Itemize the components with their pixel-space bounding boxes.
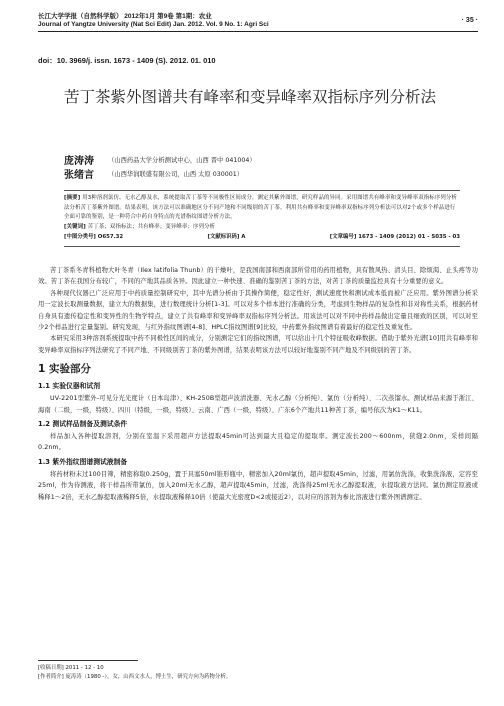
running-header bbox=[38, 13, 478, 29]
article-body bbox=[38, 265, 478, 503]
body-paragraph: 本研究采用3种溶剂系统提取中药不同极性区间的成分，分别测定它们的指纹图谱，可以给出十几个特征吸收峰数据。借助于紫外光谱[10]用共有峰率和变异峰率双指标序列法研究了不同产地、不同级别苦丁茶的紫外图谱，结果表明该方法可以较好地鉴别不同产地及不同级别的苦丁茶。 bbox=[38, 335, 478, 354]
author-info: [作者简介] 庞涛涛（1980 -），女，山西文水人，博士生，研究方向为药物分析。 bbox=[38, 674, 232, 681]
header-rule bbox=[38, 31, 478, 32]
received-date: [收稿日期] 2011 - 12 - 10 bbox=[38, 664, 104, 671]
keywords bbox=[64, 223, 460, 233]
abstract-text: 用3种溶剂氯仿、无水乙醇及水，系统提取苦丁茶等不同极性区间成分，测定其紫外图谱，研究样品的异同。采用图谱共有峰率和变异峰率双指标序列分析法分析苦丁茶紫外图谱。结果表明，该方法可以准确地区分不同产地和不同级别的苦丁茶，利用共有峰率和变异峰率双指标序列分析法可以对2个或多个样品进行全面可靠的鉴别，是一种符合中药自身特点的光谱指纹图谱分析方法。 bbox=[64, 195, 457, 221]
footnote bbox=[38, 660, 338, 683]
article-no-label: [文章编号] bbox=[329, 233, 357, 240]
footnote-rule bbox=[38, 660, 138, 661]
author-block bbox=[64, 152, 256, 180]
abstract-label: [摘要] bbox=[64, 195, 81, 201]
subsection-heading: 1.2 测试样品制备及测试条件 bbox=[38, 420, 128, 429]
body-paragraph: 苦丁茶系冬青科植物大叶冬青（Ilex latifolia Thunb）的干燥叶，是我国南部和西南部所常用的药用植物，具有散风热、清头目、除烦渴、止头疼等功效。苦丁茶在我国分布较广，不同的产地其品质各异。因此建立一种快速、准确的鉴别苦丁茶的方法，对苦丁茶的质量监控具有十分重要的意义。 bbox=[38, 267, 478, 286]
doc-code-value: A bbox=[241, 233, 246, 240]
clc-field bbox=[64, 233, 123, 243]
body-paragraph: 样品加入各种提取溶剂，分别在室温下采用超声方法提取45min可达到最大且稳定的提取率。测定波长200～600nm，狭缝2.0nm，采样间隔0.2nm。 bbox=[38, 433, 478, 452]
clc-label: [中图分类号] bbox=[64, 233, 96, 240]
author-name: 张绪言 bbox=[64, 169, 94, 181]
subsection-heading: 1.3 紫外指纹图谱测试液制备 bbox=[38, 457, 128, 466]
body-paragraph: UV-2201型紫外-可见分光光度计（日本岛津）、KH-250B型超声波清洗器、无水乙醇（分析纯）、氯仿（分析纯）、二次蒸馏水。测试样品来源于浙江、海南（二级，一级，特级）、四川（特级，一级，特级）、云南、广西（一级，特级）、广东6个产地共11种苦丁茶，编号依次为K1～K11。 bbox=[38, 395, 478, 414]
doc-code-label: [文献标识码] bbox=[207, 233, 240, 240]
clc-value: O657.32 bbox=[97, 233, 124, 240]
article-no-value: 1673 - 1409 (2012) 01 - S035 - 03 bbox=[358, 233, 460, 240]
author-affiliation: （山西华润联盛有限公司，山西 太原 030001） bbox=[108, 170, 244, 178]
classification-row bbox=[64, 233, 460, 243]
keywords-label: [关键词] bbox=[64, 224, 86, 231]
author-affiliation: （山西药品大学分析测试中心，山西 晋中 041004） bbox=[108, 156, 256, 164]
doi[interactable]: doi：10. 3969/j. issn. 1673 - 1409 (S). 2012. 01. 010 bbox=[38, 56, 216, 65]
author-name: 庞涛涛 bbox=[64, 155, 94, 167]
header-journal-cn: 长江大学学报（自然科学版） 2012年1月 第9卷 第1期：农业 bbox=[38, 13, 212, 20]
body-paragraph: 将药材粉末过100目筛，精密称取0.250g，置于具塞50ml锥形瓶中，精密加入20ml氯仿，超声提取45min，过滤，用氯仿洗涤，收集洗涤液，定容至25ml，作为待测液，将干样品所带氯仿，加入20ml无水乙醇，超声提取45min，过滤，洗涤得25ml无水乙醇提取液，水提取液方法同。氯仿测定原液或稀释1～2倍，无水乙醇提取液稀释5倍，水提取液稀释10倍（使最大光密度D<2或接近2），以对应的溶剂为参比溶液进行紫外图谱测定。 bbox=[38, 470, 478, 501]
header-journal-en: Journal of Yangtze University (Nat Sci Edit) Jan. 2012. Vol. 9 No. 1: Agri Sci bbox=[38, 21, 269, 28]
doc-code-field bbox=[208, 233, 246, 243]
subsection-heading: 1.1 实验仪器和试剂 bbox=[38, 382, 100, 391]
page-number: · 35 · bbox=[461, 17, 478, 24]
article-title: 苦丁茶紫外图谱共有峰率和变异峰率双指标序列分析法 bbox=[64, 88, 437, 106]
author-row bbox=[64, 152, 256, 166]
body-paragraph: 各种现代仪器已广泛应用于中药质量控制研究中，其中光谱分析由于其操作简便，稳定性好，测试速度快和测试成本低而被广泛应用。紫外图谱分析采用一定波长取测量数据，建立大的数据集，进行数理统计分析[1-3]。可以对多个样本进行准确的分类，考虑到生物样品的复杂性和非对称性关系，根据药材自身具有遗传稳定性和变异性的生物学特点，建立了共有峰率和变异峰率双指标序列分析法。用该法可以对不同中药样品做出定量且细致的区别，可以对至少2个样品进行定量鉴别。研究发现，与红外指纹图谱[4-8]、HPLC指纹图谱[9]比较，中药紫外指纹图谱有着最好的稳定性及重复性。 bbox=[38, 289, 478, 332]
abstract-box bbox=[64, 190, 460, 247]
keywords-text: 苦丁茶；双指标法；共有峰率；变异峰率；序列分析 bbox=[87, 224, 216, 231]
author-row bbox=[64, 166, 256, 180]
article-no-field bbox=[330, 233, 460, 243]
abstract bbox=[64, 194, 460, 223]
section-heading: 1 实验部分 bbox=[38, 363, 91, 376]
